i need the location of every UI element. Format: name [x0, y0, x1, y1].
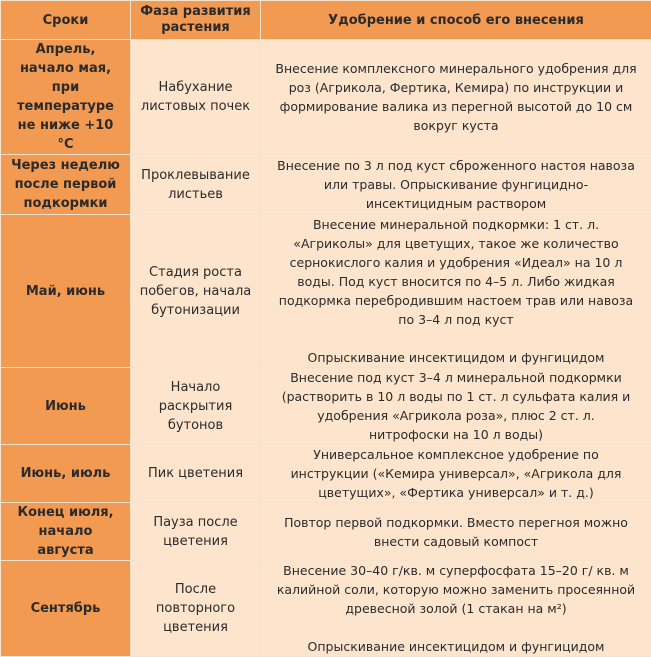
phase-cell: Пик цветения — [131, 445, 261, 503]
method-cell: Внесение комплексного минерального удобрения для роз (Агрикола, Фертика, Кемира) по инструкции и формирование валика из перегной высотой до 10 см вокруг куста — [261, 40, 651, 155]
header-period: Сроки — [1, 1, 131, 40]
method-cell: Внесение 30–40 г/кв. м суперфосфата 15–20 г/ кв. м калийной соли, которую можно заменить просеянной древесной золой (1 стакан на м²) Опрыскивание инсектицидом и фунгицидом — [261, 561, 651, 657]
method-cell: Внесение под куст 3–4 л минеральной подкормки (растворить в 10 л воды по 1 ст. л сульфата калия и удобрения «Агрикола роза», плюс 2 ст. л. нитрофоски на 10 л воды) — [261, 368, 651, 445]
period-cell: Июнь — [1, 368, 131, 445]
phase-cell: Проклевывание листьев — [131, 155, 261, 215]
table-row — [1, 503, 651, 561]
header-phase: Фаза развития растения — [131, 1, 261, 40]
table-row — [1, 561, 651, 657]
phase-cell: Пауза после цветения — [131, 503, 261, 561]
table-header-row — [1, 1, 651, 40]
period-cell: Сентябрь — [1, 561, 131, 657]
method-cell: Внесение по 3 л под куст сброженного настоя навоза или травы. Опрыскивание фунгицидно- инсектицидным раствором — [261, 155, 651, 215]
phase-cell: Стадия роста побегов, начала бутонизации — [131, 215, 261, 368]
method-cell: Универсальное комплексное удобрение по инструкции («Кемира универсал», «Агрикола для цветущих», «Фертика универсал» и т. д.) — [261, 445, 651, 503]
table-row — [1, 215, 651, 368]
period-cell: Конец июля, начало августа — [1, 503, 131, 561]
period-cell: Июнь, июль — [1, 445, 131, 503]
header-method: Удобрение и способ его внесения — [261, 1, 651, 40]
phase-cell: После повторного цветения — [131, 561, 261, 657]
phase-cell: Набухание листовых почек — [131, 40, 261, 155]
period-cell: Май, июнь — [1, 215, 131, 368]
table-row — [1, 445, 651, 503]
method-cell: Повтор первой подкормки. Вместо перегноя можно внести садовый компост — [261, 503, 651, 561]
period-cell: Апрель, начало мая, при температуре не ниже +10 °С — [1, 40, 131, 155]
phase-cell: Начало раскрытия бутонов — [131, 368, 261, 445]
table-row — [1, 368, 651, 445]
table-row — [1, 155, 651, 215]
period-cell: Через неделю после первой подкормки — [1, 155, 131, 215]
method-cell: Внесение минеральной подкормки: 1 ст. л. «Агриколы» для цветущих, такое же количество сернокислого калия и удобрения «Идеал» на 10 л воды. Под куст вносится по 4–5 л. Либо жидкая подкормка перебродившим настоем трав или навоза по 3–4 л под куст Опрыскивание инсектицидом и фунгицидом — [261, 215, 651, 368]
table-row — [1, 40, 651, 155]
